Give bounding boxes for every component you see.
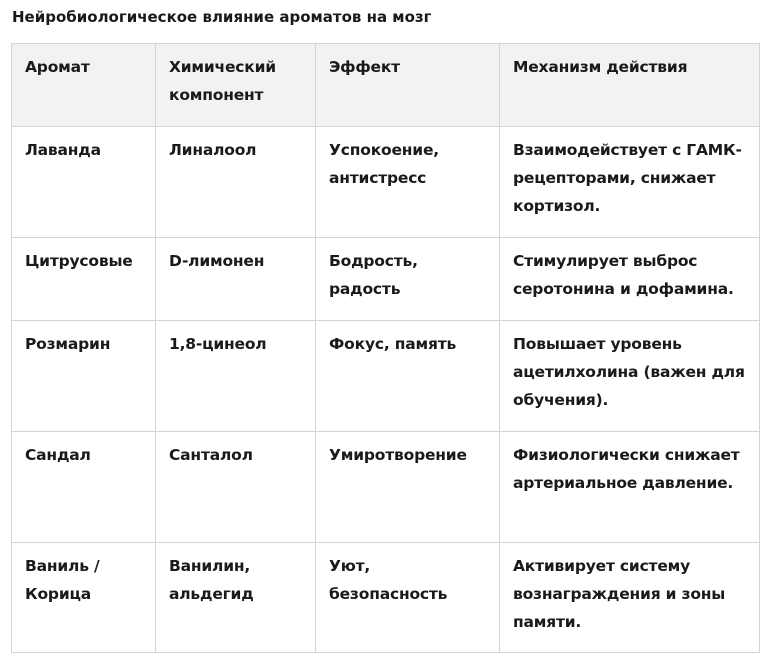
cell-mechanism: Повышает уровень ацетилхолина (важен для обучения).	[500, 321, 760, 432]
cell-mechanism: Взаимодействует с ГАМК-рецепторами, снижает кортизол.	[500, 127, 760, 238]
cell-mechanism: Физиологически снижает артериальное давление.	[500, 432, 760, 543]
header-effect: Эффект	[316, 44, 500, 127]
cell-chemical-component: Линалоол	[156, 127, 316, 238]
table-row	[12, 432, 760, 543]
table-row	[12, 321, 760, 432]
page-title: Нейробиологическое влияние ароматов на мозг	[12, 8, 432, 26]
cell-mechanism: Стимулирует выброс серотонина и дофамина.	[500, 238, 760, 321]
cell-chemical-component: Ванилин, альдегид	[156, 543, 316, 653]
cell-aroma: Розмарин	[12, 321, 156, 432]
cell-chemical-component: 1,8-цинеол	[156, 321, 316, 432]
cell-chemical-component: Санталол	[156, 432, 316, 543]
cell-effect: Успокоение, антистресс	[316, 127, 500, 238]
cell-aroma: Ваниль / Корица	[12, 543, 156, 653]
table-row	[12, 543, 760, 653]
cell-effect: Фокус, память	[316, 321, 500, 432]
cell-aroma: Сандал	[12, 432, 156, 543]
header-aroma: Аромат	[12, 44, 156, 127]
aroma-table	[11, 43, 760, 653]
table-row	[12, 238, 760, 321]
cell-effect: Умиротворение	[316, 432, 500, 543]
cell-effect: Уют, безопасность	[316, 543, 500, 653]
cell-chemical-component: D-лимонен	[156, 238, 316, 321]
table-header-row	[12, 44, 760, 127]
cell-aroma: Лаванда	[12, 127, 156, 238]
cell-effect: Бодрость, радость	[316, 238, 500, 321]
table-row	[12, 127, 760, 238]
cell-mechanism: Активирует систему вознаграждения и зоны памяти.	[500, 543, 760, 653]
cell-aroma: Цитрусовые	[12, 238, 156, 321]
header-mechanism: Механизм действия	[500, 44, 760, 127]
header-chemical-component: Химический компонент	[156, 44, 316, 127]
